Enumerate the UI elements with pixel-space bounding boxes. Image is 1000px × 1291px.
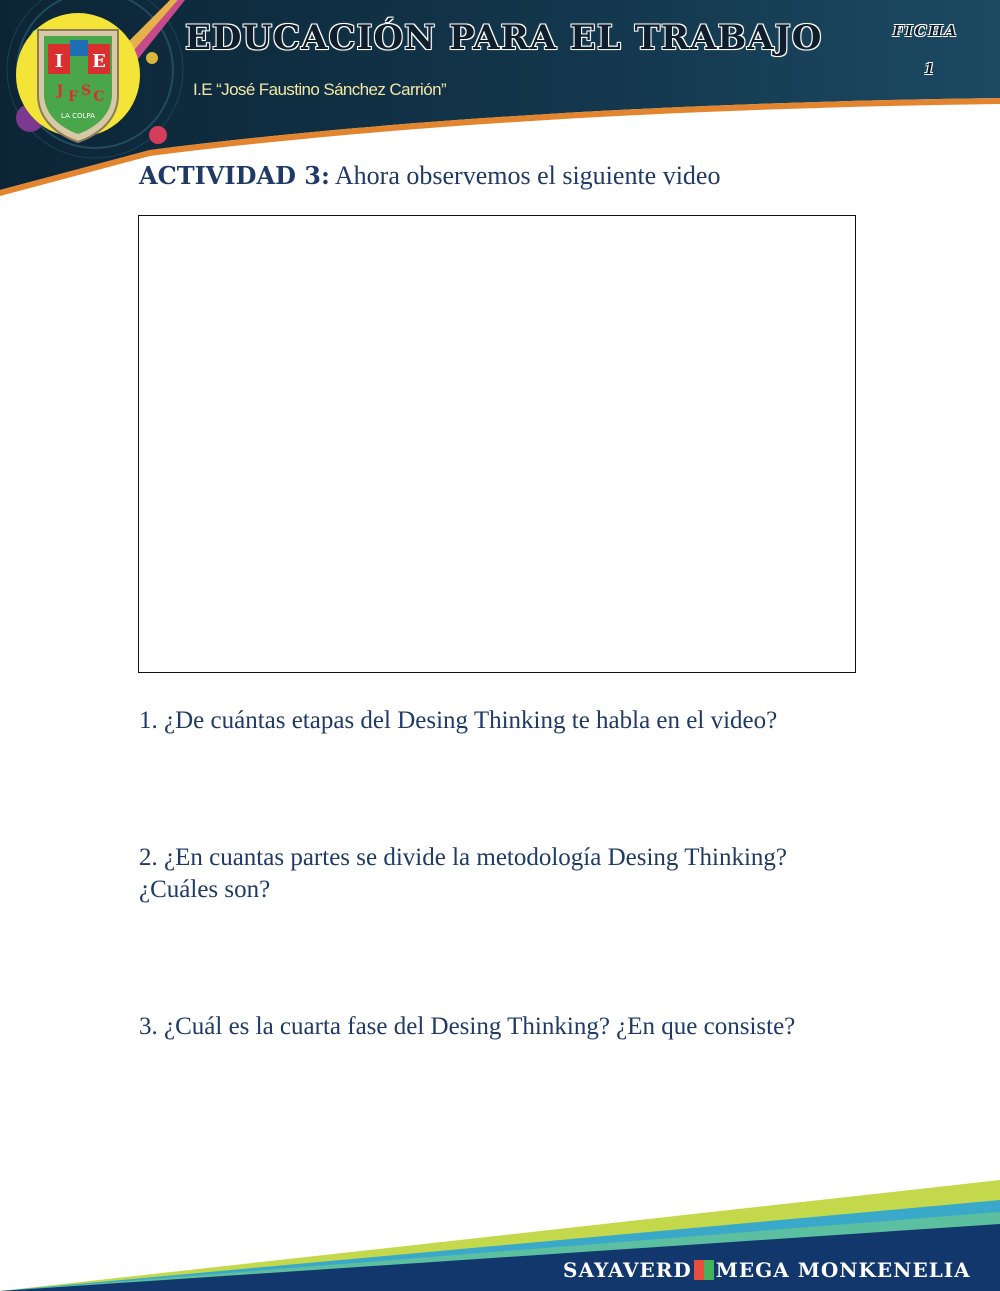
logo-letter: F: [68, 89, 78, 105]
brand-badge-icon: [694, 1260, 714, 1280]
footer-brand: [563, 1258, 971, 1282]
logo-letter: I: [54, 51, 64, 72]
question-3: 3. ¿Cuál es la cuarta fase del Desing Thinking? ¿En que consiste?: [139, 1013, 796, 1040]
logo-letter: J: [56, 83, 64, 99]
activity-heading: [139, 161, 720, 191]
school-logo: [0, 0, 170, 170]
logo-letter: E: [92, 51, 106, 72]
brand-right: MEGA MONKENELIA: [715, 1258, 971, 1282]
ficha-number: 1: [924, 60, 935, 78]
logo-letter: C: [93, 89, 105, 105]
question-1: 1. ¿De cuántas etapas del Desing Thinking te habla en el video?: [139, 707, 778, 734]
logo-letter: S: [80, 83, 92, 99]
question-2: 2. ¿En cuantas partes se divide la metodología Desing Thinking? ¿Cuáles son?: [139, 844, 787, 903]
school-name: I.E “José Faustino Sánchez Carrión”: [193, 80, 447, 99]
page-title: EDUCACIÓN PARA EL TRABAJO: [185, 18, 823, 58]
brand-left: SAYAVERD: [563, 1258, 692, 1282]
video-placeholder[interactable]: [138, 215, 856, 673]
logo-motto: LA COLPA: [61, 112, 95, 120]
ficha-label: FICHA: [893, 22, 959, 40]
activity-text: Ahora observemos el siguiente video: [334, 161, 721, 190]
activity-label: ACTIVIDAD 3:: [139, 161, 330, 190]
